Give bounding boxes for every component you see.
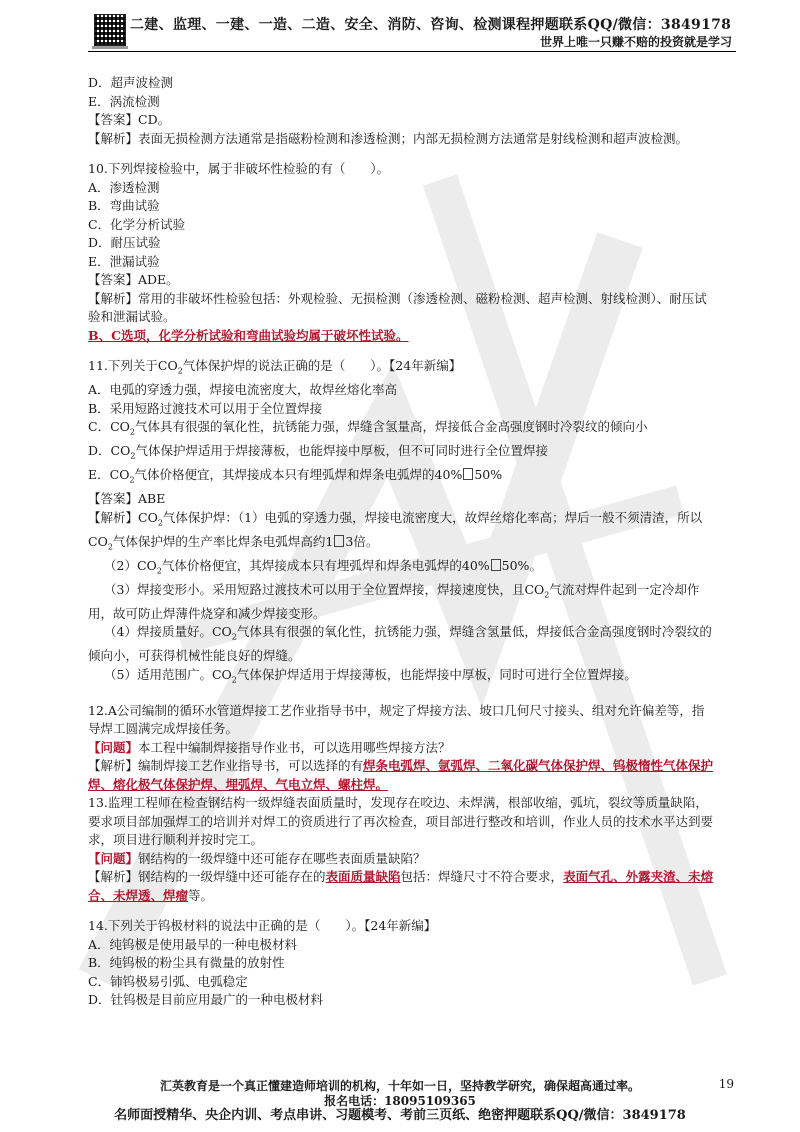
q10-option-c: C．化学分析试验 xyxy=(88,216,186,232)
q10-analysis: 【解析】常用的非破坏性检验包括：外观检验、无损检测（渗透检测、磁粉检测、超声检测、射线检测）、耐压试验和泄漏试验。 xyxy=(88,290,707,324)
q13-question: 【问题】钢结构的一级焊缝中还可能存在哪些表面质量缺陷？ xyxy=(88,850,426,866)
header-slogan: 世界上唯一只赚不赔的投资就是学习 xyxy=(539,35,732,49)
q10-option-d: D．耐压试验 xyxy=(88,235,161,250)
q11-analysis-5: （5）适用范围广。$CO_2$气体保护焊适用于焊接薄板，也能焊接中厚板，同时可进行全位置焊接。 xyxy=(104,666,637,684)
q10-option-a: A．渗透检测 xyxy=(88,179,160,195)
q11-option-d: D．$CO_2$气体保护焊适用于焊接薄板，也能焊接中厚板，但不可同时进行全位置焊接 xyxy=(88,443,548,461)
footer-phone: 报名电话：18095109365 xyxy=(324,1094,476,1108)
q10-stem: 10.下列焊接检验中，属于非破坏性检验的有（ ）。 xyxy=(88,161,390,176)
q11-analysis-3: （3）焊接变形小。采用短路过渡技术可以用于全位置焊接，焊接速度快，且$CO_2$气流对焊件起到一定冷却作用，故可防止焊薄件烧穿和减少焊接变形。 xyxy=(88,581,700,621)
q9-option-d: D．超声波检测 xyxy=(88,75,174,90)
q13-analysis: 【解析】钢结构的一级焊缝中还可能存在的表面质量缺陷包括：焊缝尺寸不符合要求，表面气孔、外露夹渣、未熔合、未焊透、焊瘤等。 xyxy=(88,869,714,903)
document-body xyxy=(88,74,716,1010)
q11-stem: 11.下列关于$CO_2$气体保护焊的说法正确的是（ ）。【24年新编】 xyxy=(88,358,462,376)
missing-glyph-box xyxy=(463,468,473,480)
q12-question: 【问题】本工程中编制焊接指导作业书，可以选用哪些焊接方法？ xyxy=(88,739,451,755)
header-divider xyxy=(88,51,736,52)
footer-line-1: 汇英教育是一个真正懂建造师培训的机构，十年如一日，坚持教学研究，确保超高通过率。 xyxy=(159,1079,640,1093)
q14-option-b: B．纯钨极的粉尘具有微量的放射性 xyxy=(88,955,285,970)
q9-analysis: 【解析】表面无损检测方法通常是指磁粉检测和渗透检测；内部无损检测方法通常是射线检测和超声波检测。 xyxy=(88,130,689,146)
q9-option-e: E．涡流检测 xyxy=(88,93,160,109)
page-number: 19 xyxy=(718,1077,734,1091)
q11-analysis-1: 【解析】$CO_2$气体保护焊：（1）电弧的穿透力强，焊接电流密度大，故焊丝熔化率高；焊后一般不须清渣，所以$CO_2$气体保护焊的生产率比焊条电弧焊高约1 3倍。 xyxy=(88,509,703,551)
q10-note: B、C选项，化学分析试验和弯曲试验均属于破坏性试验。 xyxy=(88,327,409,343)
q11-option-b: B．采用短路过渡技术可以用于全位置焊接 xyxy=(88,400,323,416)
qr-caption xyxy=(92,46,128,49)
q10-option-e: E．泄漏试验 xyxy=(88,253,160,269)
q12-analysis: 【解析】编制焊接工艺作业指导书，可以选择的有焊条电弧焊、氩弧焊、二氧化碳气体保护焊、钨极惰性气体保护焊、熔化极气体保护焊、埋弧焊、气电立焊、螺柱焊。 xyxy=(88,758,714,792)
q11-answer: 【答案】ABE xyxy=(88,491,166,506)
q11-option-c: C．$CO_2$气体具有很强的氧化性，抗锈能力强，焊缝含氢量高，焊接低合金高强度钢时冷裂纹的倾向小 xyxy=(88,419,648,437)
q14-option-c: C．铈钨极易引弧、电弧稳定 xyxy=(88,973,248,989)
q11-option-e: E．$CO_2$气体价格便宜，其焊接成本只有埋弧焊和焊条电弧焊的40% 50% xyxy=(88,467,503,485)
q14-option-d: D．钍钨极是目前应用最广的一种电极材料 xyxy=(88,992,324,1007)
q11-analysis-2: $(2)CO_2$气体价格便宜，其焊接成本只有埋弧焊和焊条电弧焊的40% 50%。 xyxy=(104,557,542,575)
footer-line-2: 名师面授精华、央企内训、考点串讲、习题模考、考前三页纸、绝密押题联系QQ/微信：3849178 xyxy=(114,1108,686,1123)
q10-answer: 【答案】ADE。 xyxy=(88,272,179,287)
q9-answer: 【答案】CD。 xyxy=(88,112,171,127)
qr-code-icon xyxy=(94,14,126,46)
missing-glyph-box xyxy=(491,559,501,571)
q14-option-a: A．纯钨极是使用最早的一种电极材料 xyxy=(88,936,298,952)
missing-glyph-box xyxy=(334,535,344,547)
q13-stem: 13.监理工程师在检查钢结构一级焊缝表面质量时，发现存在咬边、未焊满，根部收缩，弧坑，裂纹等质量缺陷，要求项目部加强焊工的培训并对焊工的资质进行了再次检查，项目部进行整改和培训，作业人员的技术水平达到要求，项目进行顺利并按时完工。 xyxy=(88,795,714,847)
q14-stem: 14.下列关于钨极材料的说法中正确的是（ ）。【24年新编】 xyxy=(88,918,437,933)
header-banner: 二建、监理、一建、一造、二造、安全、消防、咨询、检测课程押题联系QQ/微信：3849178 xyxy=(130,17,732,33)
q11-option-a: A．电弧的穿透力强，焊接电流密度大，故焊丝熔化率高 xyxy=(88,382,398,397)
q10-option-b: B．弯曲试验 xyxy=(88,198,160,213)
q12-stem: 12.A公司编制的循环水管道焊接工艺作业指导书中，规定了焊接方法、坡口几何尺寸接头、组对允许偏差等，指导焊工圆满完成焊接任务。 xyxy=(88,702,705,736)
q11-analysis-4: （4）焊接质量好。$CO_2$气体具有很强的氧化性，抗锈能力强，焊缝含氢量低，焊接低合金高强度钢时冷裂纹的倾向小，可获得机械性能良好的焊缝。 xyxy=(88,624,712,663)
